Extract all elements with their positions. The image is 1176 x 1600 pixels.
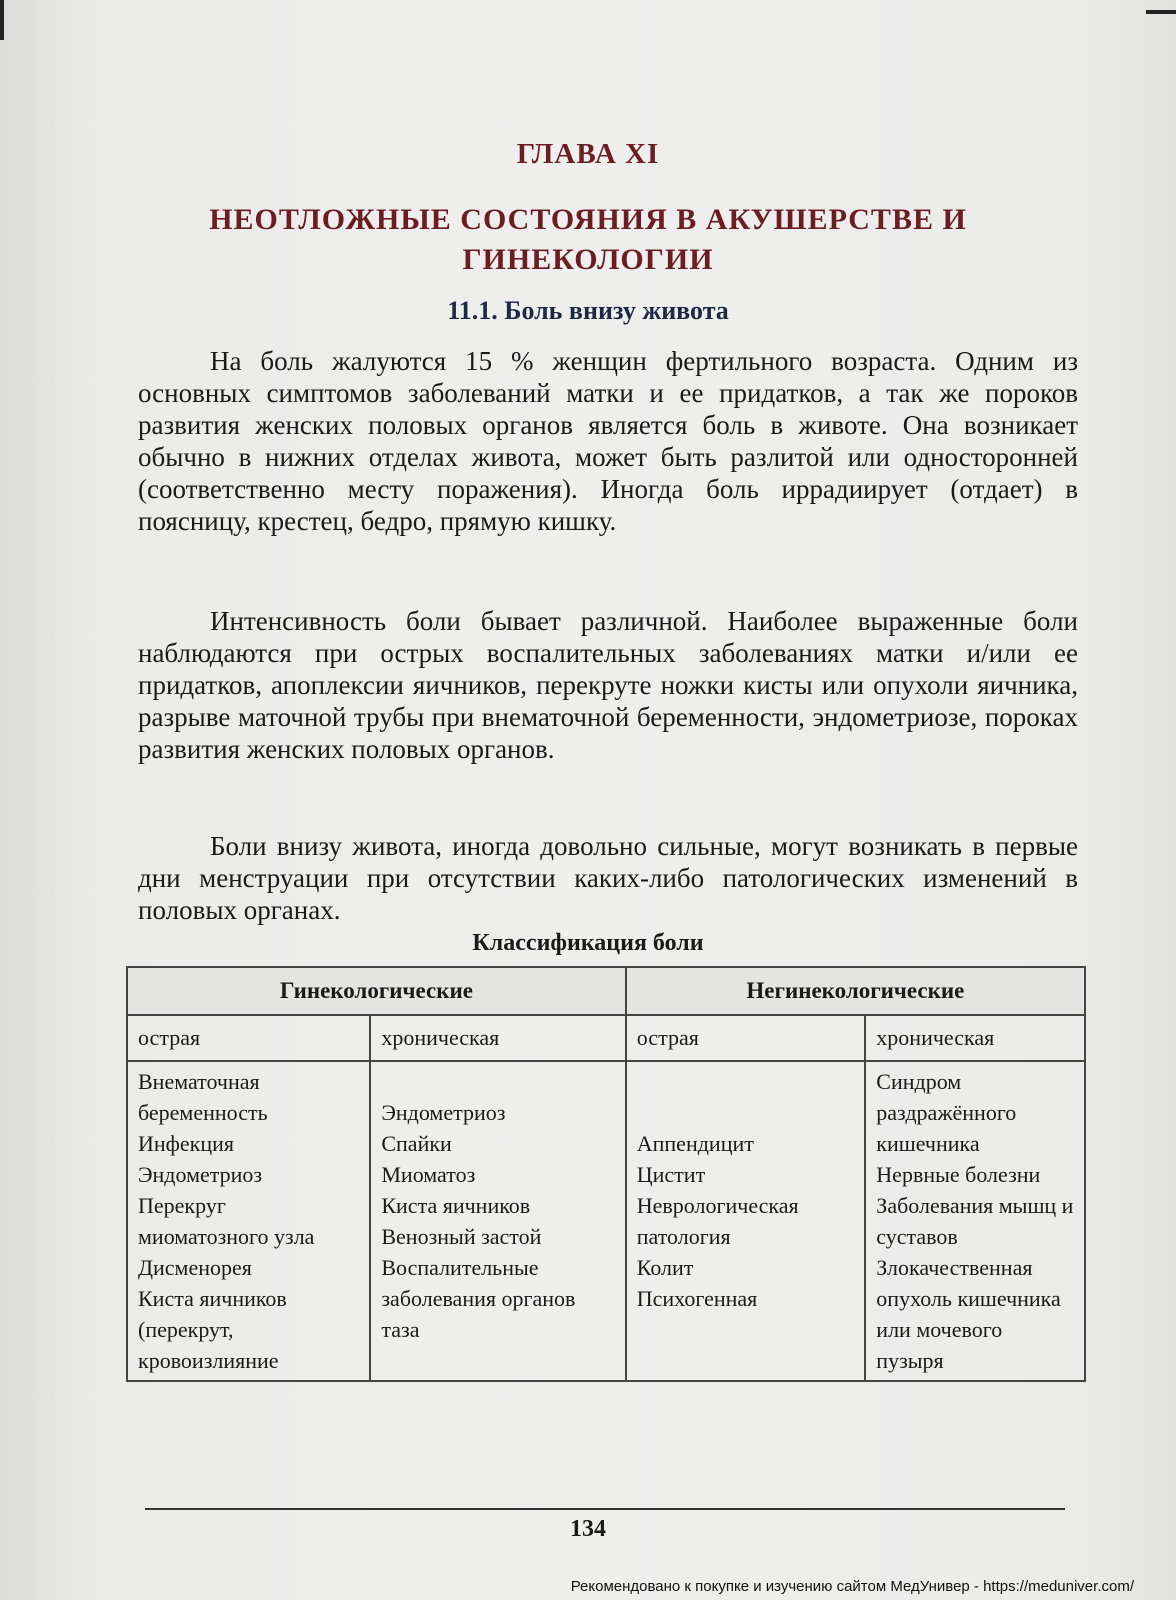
list-item: Венозный застой [381, 1224, 542, 1249]
pain-classification-table [126, 966, 1086, 1382]
list-item: Колит [636, 1255, 694, 1280]
list-item: Аппендицит [636, 1131, 754, 1156]
list-item: Инфекция [138, 1131, 235, 1156]
chapter-number: ГЛАВА XI [516, 138, 660, 170]
list-item: Внематочная беременность [138, 1069, 268, 1125]
list-item: Киста яичников (перекрут, кровоизлияние [138, 1286, 287, 1373]
list-item: Спайки [381, 1131, 452, 1156]
list-item: Нервные болезни [876, 1162, 1041, 1187]
footer-rule [145, 1508, 1065, 1510]
list-item: Психогенная [636, 1286, 758, 1311]
header-non-gynecological: Негинекологические [626, 967, 1085, 1015]
list-item: Воспалительные заболевания органов таза [381, 1255, 576, 1342]
list-item: Дисменорея [138, 1255, 252, 1280]
subheader-chronic-nongyn: хроническая [865, 1015, 1085, 1061]
chapter-title-line-1: НЕОТЛОЖНЫЕ СОСТОЯНИЯ В АКУШЕРСТВЕ И [209, 203, 967, 236]
list-item: Эндометриоз [138, 1162, 263, 1187]
paragraph-1: На боль жалуются 15 % женщин фертильного возраста. Одним из основных симптомов заболеваний матки и ее придатков, а так же пороков развития женских половых органов является боль в животе. Она возникает обычно в нижних отделах живота, может быть разлитой или односторонней (соответственно месту поражения). Иногда боль иррадиирует (отдает) в поясницу, крестец, бедро, прямую кишку. [138, 346, 1078, 536]
paragraph-2: Интенсивность боли бывает различной. Наиболее выраженные боли наблюдаются при острых воспалительных заболеваниях матки и/или ее придатков, апоплексии яичников, перекруте ножки кисты или опухоли яичника, разрыве маточной трубы при внематочной беременности, эндометриозе, пороках развития женских половых органов. [138, 606, 1078, 764]
list-item: Заболевания мышц и суставов [876, 1193, 1074, 1249]
chapter-title [0, 200, 1176, 280]
paragraph-3: Боли внизу живота, иногда довольно сильные, могут возникать в первые дни менструации при отсутствии каких-либо патологических изменений в половых органах. [138, 831, 1078, 925]
watermark-text: Рекомендовано к покупке и изучению сайтом МедУнивер - https://meduniver.com/ [570, 1578, 1134, 1595]
page-number: 134 [570, 1516, 606, 1542]
table-group-header-row [127, 967, 1085, 1015]
subheader-acute-gyn: острая [127, 1015, 370, 1061]
cell-chronic-gyn [370, 1061, 625, 1381]
list-item: Киста яичников [381, 1193, 531, 1218]
list-item: Эндометриоз [381, 1100, 506, 1125]
list-item: Цистит [636, 1162, 706, 1187]
scan-edge-mark [0, 0, 4, 40]
cell-chronic-nongyn [865, 1061, 1085, 1381]
list-item: Неврологическая патология [636, 1193, 799, 1249]
table-subheader-row [127, 1015, 1085, 1061]
cell-acute-gyn [127, 1061, 370, 1381]
table-caption: Классификация боли [472, 930, 704, 956]
cell-acute-nongyn [626, 1061, 866, 1381]
table-row [127, 1061, 1085, 1381]
subheader-acute-nongyn: острая [626, 1015, 866, 1061]
list-item: Злокачественная опухоль кишечника или мочевого пузыря [876, 1255, 1061, 1373]
subheader-chronic-gyn: хроническая [370, 1015, 625, 1061]
list-item: Синдром раздражённого кишечника [876, 1069, 1017, 1156]
scan-corner-mark [1146, 0, 1176, 14]
chapter-title-line-2: ГИНЕКОЛОГИИ [462, 243, 714, 276]
header-gynecological: Гинекологические [127, 967, 626, 1015]
section-title: 11.1. Боль внизу живота [447, 296, 729, 325]
list-item: Перекруг миоматозного узла [138, 1193, 315, 1249]
list-item: Миоматоз [381, 1162, 476, 1187]
